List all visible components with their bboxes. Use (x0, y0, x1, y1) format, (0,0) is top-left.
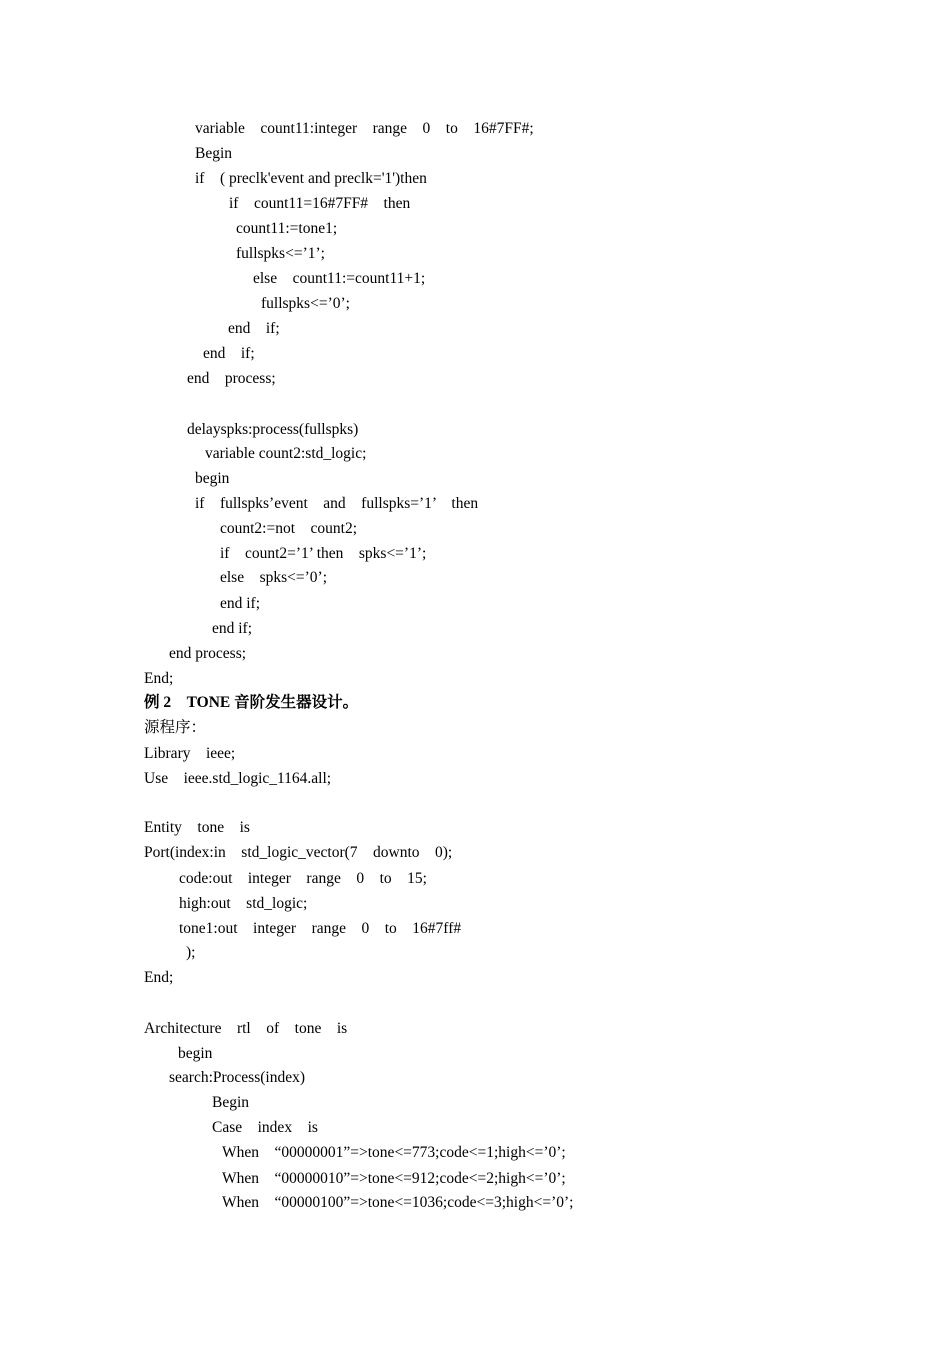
code-line: begin (195, 470, 230, 487)
code-line: else count11:=count11+1; (253, 270, 426, 287)
code-line: When “00000100”=>tone<=1036;code<=3;high<=’0’; (222, 1194, 574, 1211)
code-line: else spks<=’0’; (220, 569, 328, 586)
code-line: high:out std_logic; (179, 895, 308, 912)
code-line: variable count11:integer range 0 to 16#7FF#; (195, 120, 534, 137)
code-line: end if; (220, 595, 261, 612)
code-line: Begin (195, 145, 233, 162)
code-line: Port(index:in std_logic_vector(7 downto 0); (144, 844, 453, 861)
code-line: fullspks<=’1’; (236, 245, 325, 262)
code-line: end if; (212, 620, 253, 637)
section-heading: 例 2 TONE 音阶发生器设计。 (144, 694, 359, 711)
code-line: if ( preclk'event and preclk='1')then (195, 170, 427, 187)
source-label: 源程序： (144, 719, 207, 736)
code-line: tone1:out integer range 0 to 16#7ff# (179, 920, 462, 937)
code-line: begin (178, 1045, 213, 1062)
code-line: Case index is (212, 1119, 318, 1136)
code-line: fullspks<=’0’; (261, 295, 350, 312)
code-line: search:Process(index) (169, 1069, 306, 1086)
code-line: Architecture rtl of tone is (144, 1020, 348, 1037)
code-line: Library ieee; (144, 745, 236, 762)
code-line: When “00000010”=>tone<=912;code<=2;high<=’0’; (222, 1170, 566, 1187)
code-line: count11:=tone1; (236, 220, 338, 237)
code-line: if count2=’1’ then spks<=’1’; (220, 545, 427, 562)
code-line: end if; (228, 320, 280, 337)
code-line: end process; (169, 645, 247, 662)
code-line: if count11=16#7FF# then (229, 195, 411, 212)
code-line: Use ieee.std_logic_1164.all; (144, 770, 332, 787)
code-line: ); (186, 944, 196, 961)
code-line: count2:=not count2; (220, 520, 358, 537)
code-line: End; (144, 969, 174, 986)
code-line: variable count2:std_logic; (205, 445, 367, 462)
code-line: End; (144, 670, 174, 687)
code-line: delayspks:process(fullspks) (187, 421, 359, 438)
code-line: if fullspks’event and fullspks=’1’ then (195, 495, 479, 512)
code-line: end process; (187, 370, 276, 387)
code-line: end if; (203, 345, 255, 362)
code-line: When “00000001”=>tone<=773;code<=1;high<=’0’; (222, 1144, 566, 1161)
code-line: Begin (212, 1094, 250, 1111)
code-line: Entity tone is (144, 819, 250, 836)
code-line: code:out integer range 0 to 15; (179, 870, 427, 887)
